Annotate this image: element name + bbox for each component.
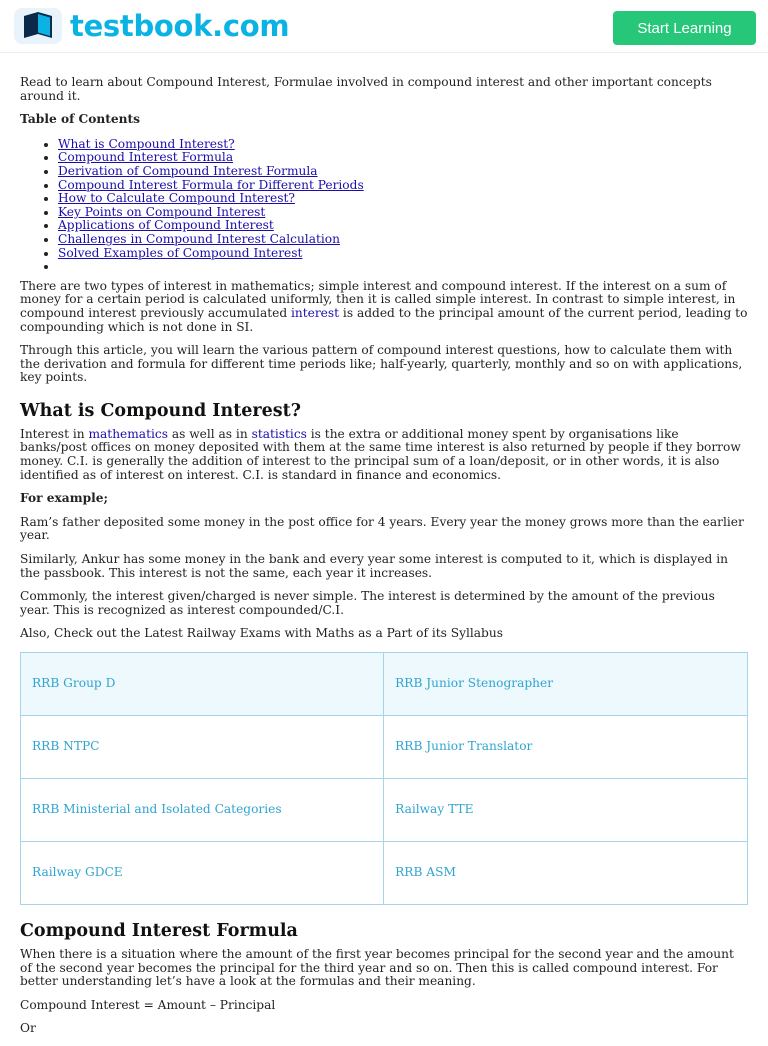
types-of-interest-paragraph — [20, 280, 748, 334]
or-text: Or — [20, 1021, 36, 1036]
start-learning-button[interactable]: Start Learning — [613, 11, 756, 45]
testbook-logo[interactable] — [14, 8, 289, 44]
statistics-link[interactable]: statistics — [251, 426, 307, 441]
article-overview-paragraph: Through this article, you will learn the various pattern of compound interest questions, how to calculate them with the derivation and formula for different time periods like; half-yearly, quarterly, monthly and so on with applications, key points. — [20, 343, 743, 385]
railway-exams-intro: Also, Check out the Latest Railway Exams with Maths as a Part of its Syllabus — [20, 626, 503, 641]
toc-link-derivation[interactable]: Derivation of Compound Interest Formula — [58, 163, 318, 178]
toc-link-ci-formula[interactable]: Compound Interest Formula — [58, 150, 234, 165]
ci-formula-intro: When there is a situation where the amount of the first year becomes principal for the second year and the amount of the second year becomes the principal for the third year and so on. Then this is called compound interest. For better understanding let’s have a look at the formulas and their meaning. — [20, 947, 734, 989]
toc-item — [58, 179, 748, 193]
exam-link-rrb-junior-translator[interactable]: RRB Junior Translator — [384, 716, 748, 779]
railway-exams-table — [20, 652, 748, 905]
intro-text: Read to learn about Compound Interest, Formulae involved in compound interest and other important concepts around it. — [20, 75, 712, 103]
toc-item — [58, 219, 748, 233]
toc-item — [58, 151, 748, 165]
ci-definition-paragraph — [20, 428, 748, 482]
interest-link[interactable]: interest — [291, 305, 340, 320]
exam-link-railway-gdce[interactable]: Railway GDCE — [21, 842, 384, 905]
example-ram: Ram’s father deposited some money in the post office for 4 years. Every year the money grows more than the earlier year. — [20, 514, 744, 543]
toc-link-different-periods[interactable]: Compound Interest Formula for Different Periods — [58, 177, 364, 192]
book-logo-icon — [14, 8, 62, 44]
toc-item-empty — [58, 260, 748, 274]
toc-link-applications[interactable]: Applications of Compound Interest — [58, 218, 274, 233]
toc-item — [58, 165, 748, 179]
toc-link-solved-examples[interactable]: Solved Examples of Compound Interest — [58, 245, 303, 260]
example-ankur: Similarly, Ankur has some money in the bank and every year some interest is computed to it, which is displayed in the passbook. This interest is not the same, each year it increases. — [20, 552, 728, 580]
para1-text-before: There are two types of interest in mathematics; simple interest and compound interest. If the interest on a sum of money for a certain period is calculated uniformly, then it is called simple interest. In contrast to simple interest, in compound interest previously accumulated — [20, 278, 736, 320]
toc-item — [58, 206, 748, 220]
example-label: For example; — [20, 491, 108, 506]
toc-link-what-is-ci[interactable]: What is Compound Interest? — [58, 136, 235, 151]
table-row — [21, 716, 748, 779]
definition-text-b: as well as in — [167, 426, 252, 441]
ci-formula-text: Compound Interest = Amount – Principal — [20, 997, 276, 1012]
what-is-ci-heading: What is Compound Interest? — [20, 400, 301, 421]
toc-link-challenges[interactable]: Challenges in Compound Interest Calculation — [58, 231, 340, 246]
para1-text-after: is added to the principal amount of the current period, leading to compounding which is not done in SI. — [20, 305, 748, 334]
definition-text-c: is the extra or additional money spent by organisations like banks/post offices on money deposited with them at the same time interest is also returned by people if they borrow money. C.I. is generally the addition of interest to the principal sum of a loan/deposit, or in other words, it is also identified as of interest on interest. C.I. is standard in finance and economics. — [20, 426, 741, 482]
exam-link-rrb-ntpc[interactable]: RRB NTPC — [21, 716, 384, 779]
logo-text: testbook.com — [70, 9, 290, 43]
exam-link-railway-tte[interactable]: Railway TTE — [384, 779, 748, 842]
site-header — [0, 0, 768, 53]
toc-item — [58, 138, 748, 152]
exam-link-rrb-junior-stenographer[interactable]: RRB Junior Stenographer — [384, 653, 748, 716]
exam-link-rrb-asm[interactable]: RRB ASM — [384, 842, 748, 905]
example-common: Commonly, the interest given/charged is never simple. The interest is determined by the amount of the previous year. This is recognized as interest compounded/C.I. — [20, 589, 715, 617]
ci-formula-heading: Compound Interest Formula — [20, 921, 298, 941]
exam-link-rrb-ministerial[interactable]: RRB Ministerial and Isolated Categories — [21, 779, 384, 842]
table-row — [21, 842, 748, 905]
toc-link-how-to-calculate[interactable]: How to Calculate Compound Interest? — [58, 191, 295, 206]
toc-item — [58, 247, 748, 261]
toc-title: Table of Contents — [20, 112, 140, 127]
toc-link-key-points[interactable]: Key Points on Compound Interest — [58, 204, 266, 219]
article-content — [20, 76, 748, 1046]
mathematics-link[interactable]: mathematics — [88, 426, 168, 441]
table-row — [21, 653, 748, 716]
table-row — [21, 779, 748, 842]
toc-item — [58, 192, 748, 206]
exam-link-rrb-group-d[interactable]: RRB Group D — [21, 653, 384, 716]
table-of-contents — [20, 138, 748, 274]
toc-item — [58, 233, 748, 247]
definition-text-a: Interest in — [20, 426, 89, 441]
